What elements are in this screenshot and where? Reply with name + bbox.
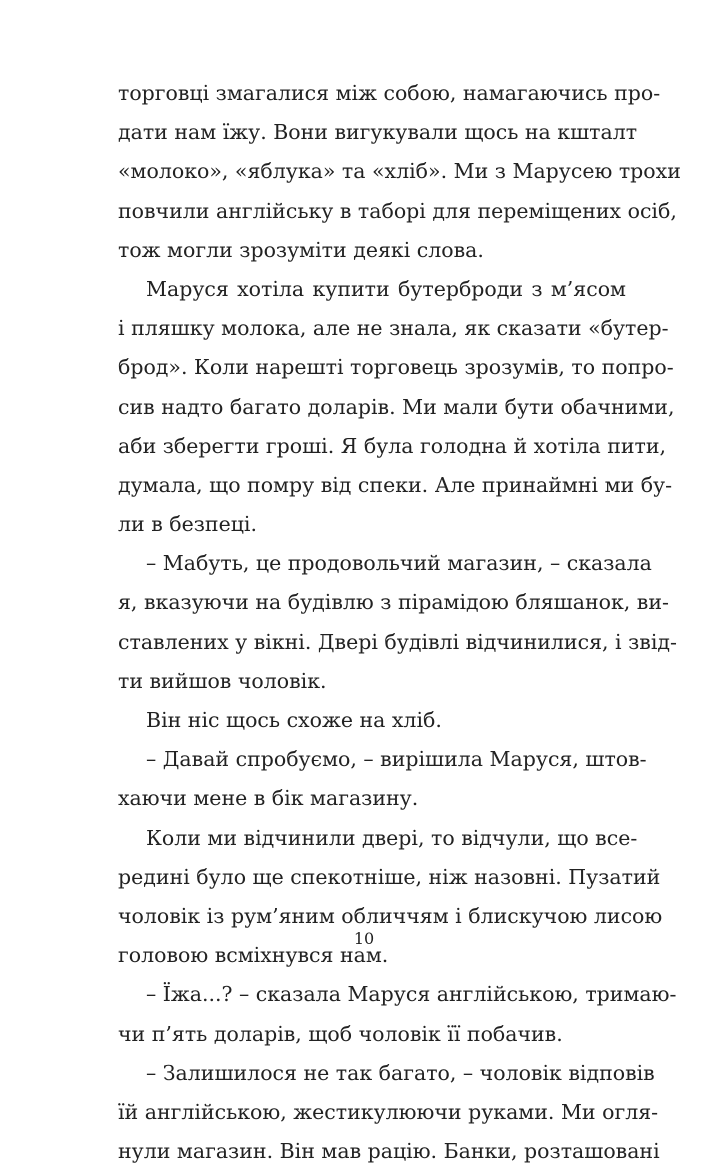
text-line: хаючи мене в бік магазину. xyxy=(118,786,419,811)
text-line: – Давай спробуємо, – вирішила Маруся, штов- xyxy=(146,747,647,772)
text-line: тож могли зрозуміти деякі слова. xyxy=(118,237,484,262)
text-line: Він ніс щось схоже на хліб. xyxy=(146,708,442,732)
text-line: – Їжа...? – сказала Маруся англійською, тримаю- xyxy=(146,982,677,1007)
text-line: торговці змагалися між собою, намагаючись про- xyxy=(118,81,661,105)
text-line: – Мабуть, це продовольчий магазин, – сказала xyxy=(146,551,652,576)
text-line: чоловік із рум’яним обличчям і блискучою лисою xyxy=(118,903,663,928)
text-line: їй англійською, жестикулюючи руками. Ми огля- xyxy=(118,1099,659,1124)
text-line: Маруся хотіла купити бутерброди з м’ясом xyxy=(146,276,626,301)
text-line: ли в безпеці. xyxy=(118,512,257,537)
text-line: сив надто багато доларів. Ми мали бути обачними, xyxy=(118,394,675,419)
text-line: дати нам їжу. Вони вигукували щось на кшталт xyxy=(118,120,638,145)
text-line: Коли ми відчинили двері, то відчули, що все- xyxy=(146,825,638,850)
text-line: аби зберегти гроші. Я була голодна й хотіла пити, xyxy=(118,433,667,458)
page-body xyxy=(118,74,681,1171)
text-line: головою всміхнувся нам. xyxy=(118,943,389,968)
text-line: чи п’ять доларів, щоб чоловік її побачив. xyxy=(118,1021,563,1046)
text-line: ти вийшов чоловік. xyxy=(118,668,327,693)
text-line: нули магазин. Він мав рацію. Банки, розташовані xyxy=(118,1139,660,1164)
text-line: і пляшку молока, але не знала, як сказати «бутер- xyxy=(118,316,669,341)
text-line: редині було ще спекотніше, ніж назовні. Пузатий xyxy=(118,864,661,889)
text-line: – Залишилося не так багато, – чоловік відповів xyxy=(146,1060,655,1085)
text-line: «молоко», «яблука» та «хліб». Ми з Марусею трохи xyxy=(118,159,681,184)
text-line: повчили англійську в таборі для переміщених осіб, xyxy=(118,198,677,223)
text-line: брод». Коли нарешті торговець зрозумів, то попро- xyxy=(118,355,674,380)
text-line: ставлених у вікні. Двері будівлі відчинилися, і звід- xyxy=(118,629,677,654)
text-line: я, вказуючи на будівлю з пірамідою бляшанок, ви- xyxy=(118,590,669,615)
text-line: думала, що помру від спеки. Але принаймні ми бу- xyxy=(118,472,673,497)
page-number: 10 xyxy=(353,929,375,948)
